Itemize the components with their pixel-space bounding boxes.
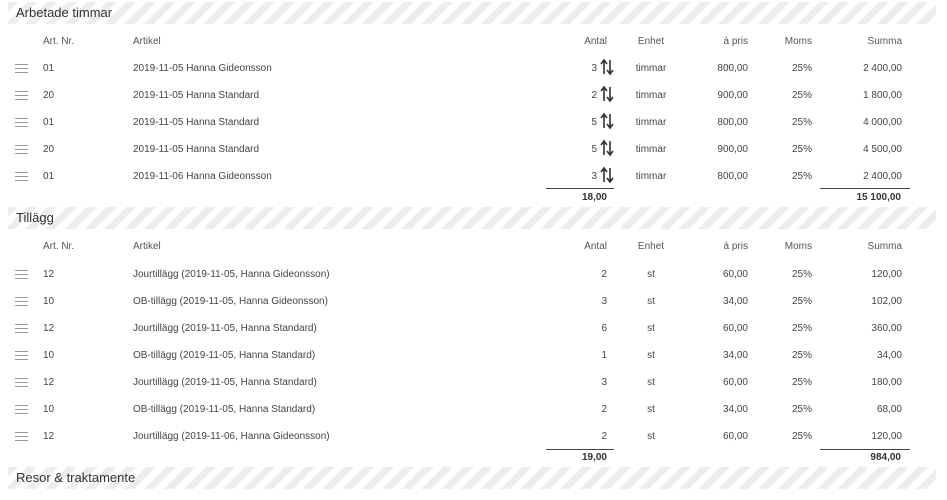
cell-enhet: st [647, 431, 655, 442]
cell-moms: 25% [791, 404, 812, 415]
total-divider [546, 188, 614, 189]
cell-enhet: timmar [635, 144, 667, 155]
col-antal-header: Antal [584, 36, 607, 47]
total-divider [820, 449, 910, 450]
cell-artnr: 01 [43, 117, 55, 128]
table-row[interactable] [0, 347, 947, 374]
cell-apris: 900,00 [717, 144, 748, 155]
cell-enhet: st [647, 404, 655, 415]
sort-arrows-icon[interactable] [600, 166, 614, 184]
col-apris-header: á pris [723, 36, 748, 47]
col-summa-header: Summa [867, 36, 902, 47]
cell-artnr: 01 [43, 171, 55, 182]
cell-enhet: st [647, 296, 655, 307]
section-title: Tillägg [16, 210, 54, 225]
cell-moms: 25% [791, 117, 812, 128]
total-summa: 984,00 [870, 452, 901, 463]
cell-artikel: 2019-11-06 Hanna Gideonsson [133, 171, 272, 182]
cell-antal: 5 [591, 144, 597, 155]
cell-artikel: OB-tillägg (2019-11-05, Hanna Standard) [133, 350, 316, 361]
cell-moms: 25% [791, 431, 812, 442]
cell-artikel: OB-tillägg (2019-11-05, Hanna Gideonsson) [133, 296, 328, 307]
cell-antal: 2 [601, 269, 607, 280]
cell-moms: 25% [791, 377, 812, 388]
cell-moms: 25% [791, 144, 812, 155]
cell-artnr: 10 [43, 350, 55, 361]
cell-moms: 25% [791, 63, 812, 74]
cell-enhet: timmar [635, 63, 667, 74]
cell-antal: 3 [601, 377, 607, 388]
cell-apris: 60,00 [722, 323, 748, 334]
cell-antal: 5 [591, 117, 597, 128]
table-row[interactable] [0, 168, 947, 195]
drag-handle-icon[interactable] [15, 172, 28, 182]
table-row[interactable] [0, 141, 947, 168]
sort-arrows-icon[interactable] [600, 112, 614, 130]
cell-artikel: 2019-11-05 Hanna Standard [133, 117, 260, 128]
section-header-arbetade-timmar [8, 2, 936, 24]
cell-artnr: 10 [43, 404, 55, 415]
cell-antal: 2 [601, 404, 607, 415]
cell-summa: 360,00 [871, 323, 902, 334]
cell-summa: 4 500,00 [863, 144, 902, 155]
cell-moms: 25% [791, 90, 812, 101]
drag-handle-icon[interactable] [15, 91, 28, 101]
cell-moms: 25% [791, 350, 812, 361]
sort-arrows-icon[interactable] [600, 139, 614, 157]
cell-antal: 2 [601, 431, 607, 442]
col-artnr-header: Art. Nr. [43, 241, 75, 252]
cell-enhet: timmar [635, 90, 667, 101]
section-header-resor [8, 467, 936, 489]
cell-summa: 120,00 [871, 431, 902, 442]
cell-artnr: 10 [43, 296, 55, 307]
cell-antal: 2 [591, 90, 597, 101]
cell-apris: 34,00 [722, 296, 748, 307]
cell-moms: 25% [791, 171, 812, 182]
drag-handle-icon[interactable] [15, 351, 28, 361]
cell-moms: 25% [791, 269, 812, 280]
sort-arrows-icon[interactable] [600, 58, 614, 76]
col-enhet-header: Enhet [637, 36, 665, 47]
cell-artikel: 2019-11-05 Hanna Standard [133, 144, 260, 155]
col-artikel-header: Artikel [133, 241, 161, 252]
cell-summa: 120,00 [871, 269, 902, 280]
cell-artikel: OB-tillägg (2019-11-05, Hanna Standard) [133, 404, 316, 415]
col-antal-header: Antal [584, 241, 607, 252]
table-row[interactable] [0, 114, 947, 141]
cell-antal: 3 [601, 296, 607, 307]
cell-summa: 4 000,00 [863, 117, 902, 128]
cell-artikel: Jourtillägg (2019-11-06, Hanna Gideonsson) [133, 431, 330, 442]
cell-enhet: st [647, 269, 655, 280]
cell-enhet: timmar [635, 117, 667, 128]
cell-artnr: 20 [43, 90, 55, 101]
drag-handle-icon[interactable] [15, 64, 28, 74]
cell-artnr: 12 [43, 431, 55, 442]
col-enhet-header: Enhet [637, 241, 665, 252]
table-row[interactable] [0, 401, 947, 428]
table-row[interactable] [0, 428, 947, 455]
cell-apris: 800,00 [717, 117, 748, 128]
total-antal: 18,00 [581, 192, 607, 203]
cell-moms: 25% [791, 323, 812, 334]
drag-handle-icon[interactable] [15, 118, 28, 128]
table-row[interactable] [0, 320, 947, 347]
drag-handle-icon[interactable] [15, 270, 28, 280]
table-row[interactable] [0, 293, 947, 320]
cell-artikel: Jourtillägg (2019-11-05, Hanna Gideonsson) [133, 269, 330, 280]
cell-artnr: 12 [43, 377, 55, 388]
cell-antal: 1 [601, 350, 607, 361]
cell-summa: 2 400,00 [863, 63, 902, 74]
sort-arrows-icon[interactable] [600, 85, 614, 103]
cell-artnr: 01 [43, 63, 55, 74]
cell-summa: 34,00 [876, 350, 902, 361]
cell-enhet: st [647, 350, 655, 361]
col-summa-header: Summa [867, 241, 902, 252]
cell-enhet: st [647, 377, 655, 388]
cell-summa: 180,00 [871, 377, 902, 388]
drag-handle-icon[interactable] [15, 432, 28, 442]
cell-apris: 800,00 [717, 63, 748, 74]
cell-summa: 68,00 [876, 404, 902, 415]
total-divider [820, 188, 910, 189]
cell-summa: 102,00 [871, 296, 902, 307]
cell-apris: 34,00 [722, 404, 748, 415]
cell-artikel: Jourtillägg (2019-11-05, Hanna Standard) [133, 377, 317, 388]
drag-handle-icon[interactable] [15, 405, 28, 415]
col-artnr-header: Art. Nr. [43, 36, 75, 47]
drag-handle-icon[interactable] [15, 324, 28, 334]
table-row[interactable] [0, 266, 947, 293]
cell-moms: 25% [791, 296, 812, 307]
cell-apris: 60,00 [722, 377, 748, 388]
cell-summa: 2 400,00 [863, 171, 902, 182]
table-header [0, 33, 947, 51]
cell-antal: 3 [591, 63, 597, 74]
col-artikel-header: Artikel [133, 36, 161, 47]
section-title: Resor & traktamente [16, 470, 136, 485]
cell-artnr: 12 [43, 269, 55, 280]
section-header-tillagg [8, 207, 936, 229]
cell-apris: 900,00 [717, 90, 748, 101]
cell-artikel: Jourtillägg (2019-11-05, Hanna Standard) [133, 323, 317, 334]
drag-handle-icon[interactable] [15, 145, 28, 155]
cell-antal: 6 [601, 323, 607, 334]
cell-artnr: 12 [43, 323, 55, 334]
cell-apris: 800,00 [717, 171, 748, 182]
cell-enhet: timmar [635, 171, 667, 182]
total-divider [546, 449, 614, 450]
cell-apris: 60,00 [722, 269, 748, 280]
cell-antal: 3 [591, 171, 597, 182]
total-antal: 19,00 [581, 452, 607, 463]
table-row[interactable] [0, 374, 947, 401]
col-moms-header: Moms [784, 36, 812, 47]
table-header [0, 238, 947, 256]
col-moms-header: Moms [784, 241, 812, 252]
drag-handle-icon[interactable] [15, 297, 28, 307]
cell-artnr: 20 [43, 144, 55, 155]
cell-enhet: st [647, 323, 655, 334]
cell-apris: 34,00 [722, 350, 748, 361]
table-row[interactable] [0, 87, 947, 114]
total-summa: 15 100,00 [856, 192, 901, 203]
table-row[interactable] [0, 60, 947, 87]
cell-apris: 60,00 [722, 431, 748, 442]
section-title: Arbetade timmar [16, 5, 113, 20]
drag-handle-icon[interactable] [15, 378, 28, 388]
cell-artikel: 2019-11-05 Hanna Standard [133, 90, 260, 101]
cell-artikel: 2019-11-05 Hanna Gideonsson [133, 63, 272, 74]
cell-summa: 1 800,00 [863, 90, 902, 101]
col-apris-header: á pris [723, 241, 748, 252]
